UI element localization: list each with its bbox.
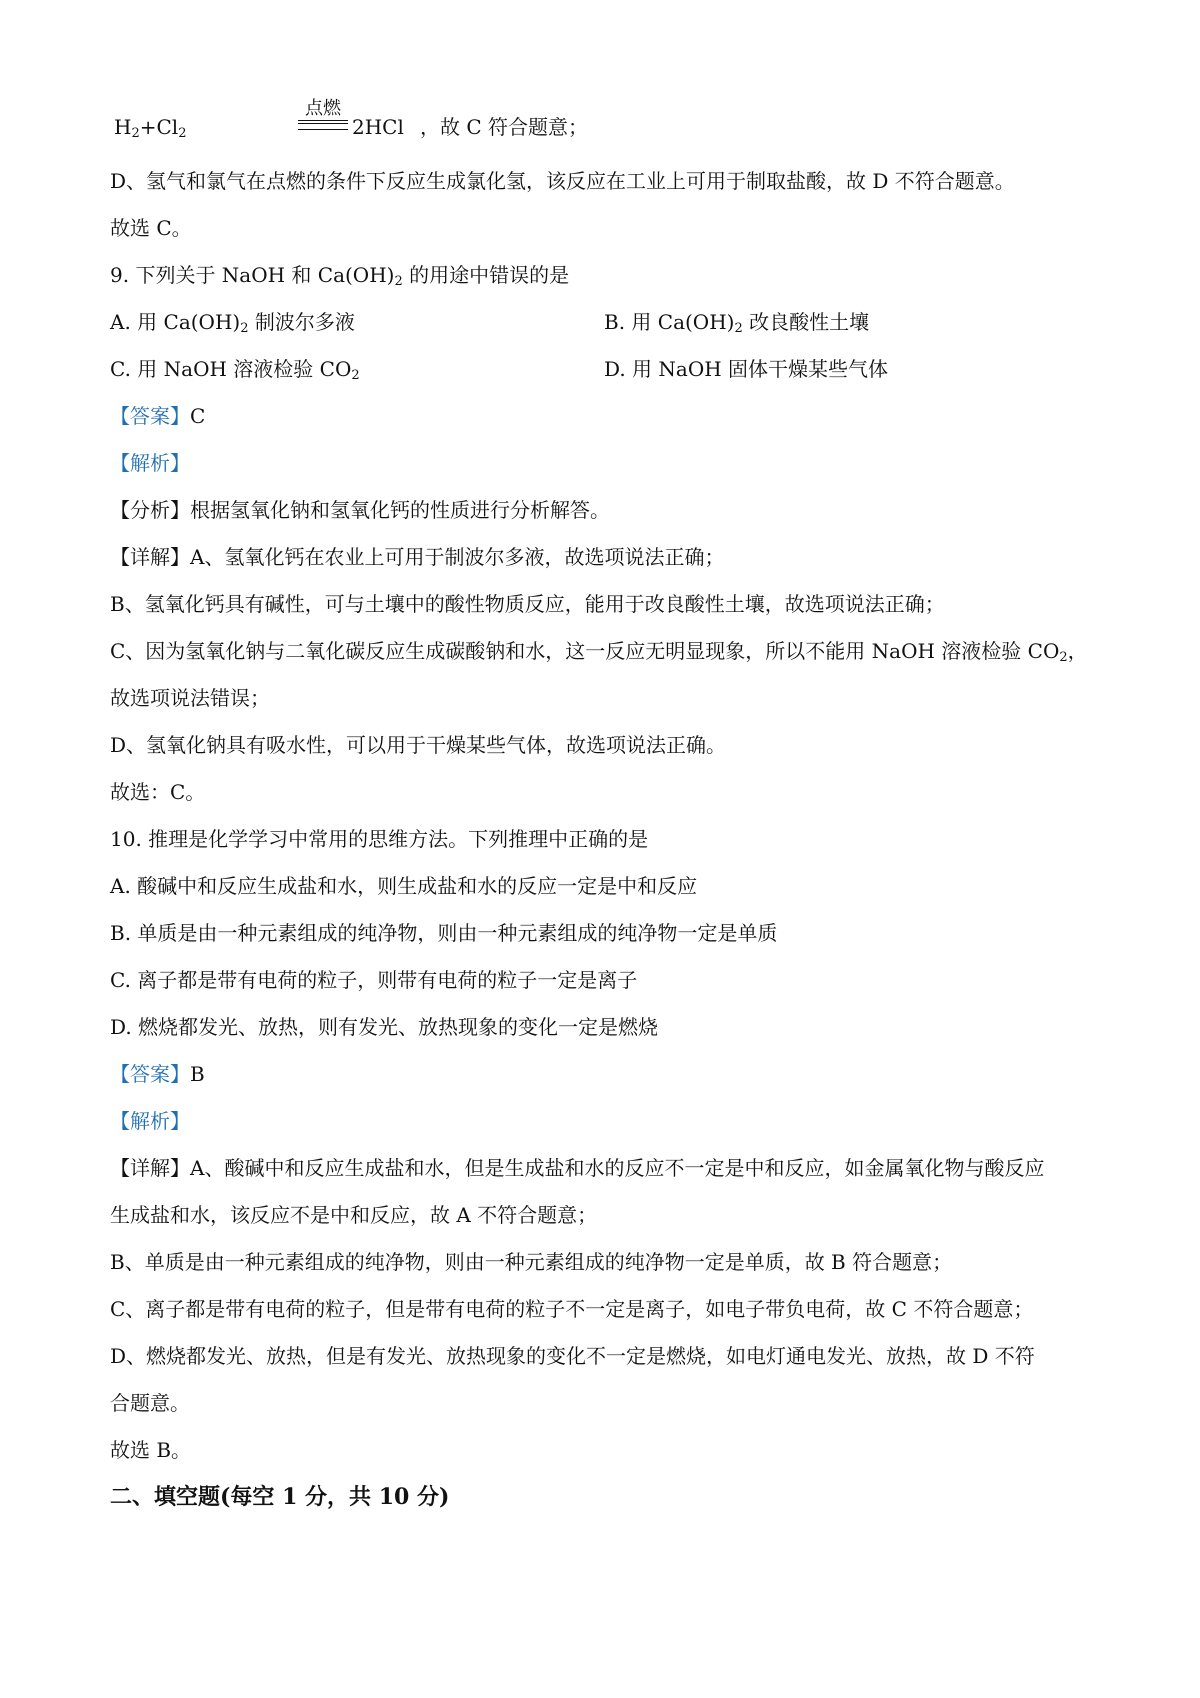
q9-detail-c: C、因为氢氧化钠与二氧化碳反应生成碳酸钠和水，这一反应无明显现象，所以不能用 NaOH 溶液检验 $CO_2$， xyxy=(110,639,1088,665)
q10-detail-d: D、燃烧都发光、放热，但是有发光、放热现象的变化不一定是燃烧，如电灯通电发光、放热，故 D 不符 xyxy=(110,1344,1035,1368)
answer-tag: 【答案】 xyxy=(110,1062,190,1086)
equation-lhs: $H_2+Cl_2$ xyxy=(114,115,187,141)
q8-detail-d: D、氢气和氯气在点燃的条件下反应生成氯化氢，该反应在工业上可用于制取盐酸，故 D 不符合题意。 xyxy=(110,169,1015,193)
q10-answer: 【答案】B xyxy=(110,1062,205,1086)
equation-tail: ，故 C 符合题意； xyxy=(420,115,589,139)
q10-option-b: B. 单质是由一种元素组成的纯净物，则由一种元素组成的纯净物一定是单质 xyxy=(110,921,778,945)
q9-conclusion: 故选：C。 xyxy=(110,780,206,804)
q10-option-c: C. 离子都是带有电荷的粒子，则带有电荷的粒子一定是离子 xyxy=(110,968,638,992)
q10-detail-d-cont: 合题意。 xyxy=(110,1391,190,1415)
q9-answer: 【答案】C xyxy=(110,404,206,428)
section-2-title: 二、填空题(每空 1 分，共 10 分) xyxy=(110,1484,450,1510)
reaction-condition: 点燃 xyxy=(305,98,341,119)
q10-analysis-tag: 【解析】 xyxy=(110,1109,190,1133)
q9-analysis-tag: 【解析】 xyxy=(110,451,190,475)
q9-option-c: C. 用 NaOH 溶液检验 $CO_2$ xyxy=(110,357,360,383)
q10-detail-a-cont: 生成盐和水，该反应不是中和反应，故 A 不符合题意； xyxy=(110,1203,598,1227)
equals-sign xyxy=(298,120,348,130)
q10-option-d: D. 燃烧都发光、放热，则有发光、放热现象的变化一定是燃烧 xyxy=(110,1015,659,1039)
answer-tag: 【答案】 xyxy=(110,404,190,428)
q9-option-a: A. 用 $Ca(OH)_2$ 制波尔多液 xyxy=(110,310,355,336)
q10-conclusion: 故选 B。 xyxy=(110,1438,192,1462)
q9-stem: 9. 下列关于 NaOH 和 $Ca(OH)_2$ 的用途中错误的是 xyxy=(110,263,570,289)
q10-option-a: A. 酸碱中和反应生成盐和水，则生成盐和水的反应一定是中和反应 xyxy=(110,874,698,898)
q8-conclusion: 故选 C。 xyxy=(110,216,192,240)
q9-options-row-1 xyxy=(110,307,1110,337)
chemical-equation xyxy=(110,98,1110,144)
q9-detail-a: 【详解】A、氢氧化钙在农业上可用于制波尔多液，故选项说法正确； xyxy=(110,545,725,569)
q10-detail-b: B、单质是由一种元素组成的纯净物，则由一种元素组成的纯净物一定是单质，故 B 符合题意； xyxy=(110,1250,953,1274)
reaction-arrow xyxy=(298,98,348,130)
q9-options-row-2 xyxy=(110,354,1110,384)
q10-stem: 10. 推理是化学学习中常用的思维方法。下列推理中正确的是 xyxy=(110,827,649,851)
q9-fenxi: 【分析】根据氢氧化钠和氢氧化钙的性质进行分析解答。 xyxy=(110,498,610,522)
q9-option-d: D. 用 NaOH 固体干燥某些气体 xyxy=(604,357,889,381)
q9-detail-b: B、氢氧化钙具有碱性，可与土壤中的酸性物质反应，能用于改良酸性土壤，故选项说法正确； xyxy=(110,592,945,616)
q9-option-b: B. 用 $Ca(OH)_2$ 改良酸性土壤 xyxy=(604,310,870,336)
page-content xyxy=(110,98,1110,1529)
q10-detail-a: 【详解】A、酸碱中和反应生成盐和水，但是生成盐和水的反应不一定是中和反应，如金属氧化物与酸反应 xyxy=(110,1156,1045,1180)
q10-detail-c: C、离子都是带有电荷的粒子，但是带有电荷的粒子不一定是离子，如电子带负电荷，故 C 不符合题意； xyxy=(110,1297,1034,1321)
q9-detail-c-cont: 故选项说法错误； xyxy=(110,686,270,710)
q9-detail-d: D、氢氧化钠具有吸水性，可以用于干燥某些气体，故选项说法正确。 xyxy=(110,733,727,757)
equation-rhs: 2HCl xyxy=(352,115,404,139)
